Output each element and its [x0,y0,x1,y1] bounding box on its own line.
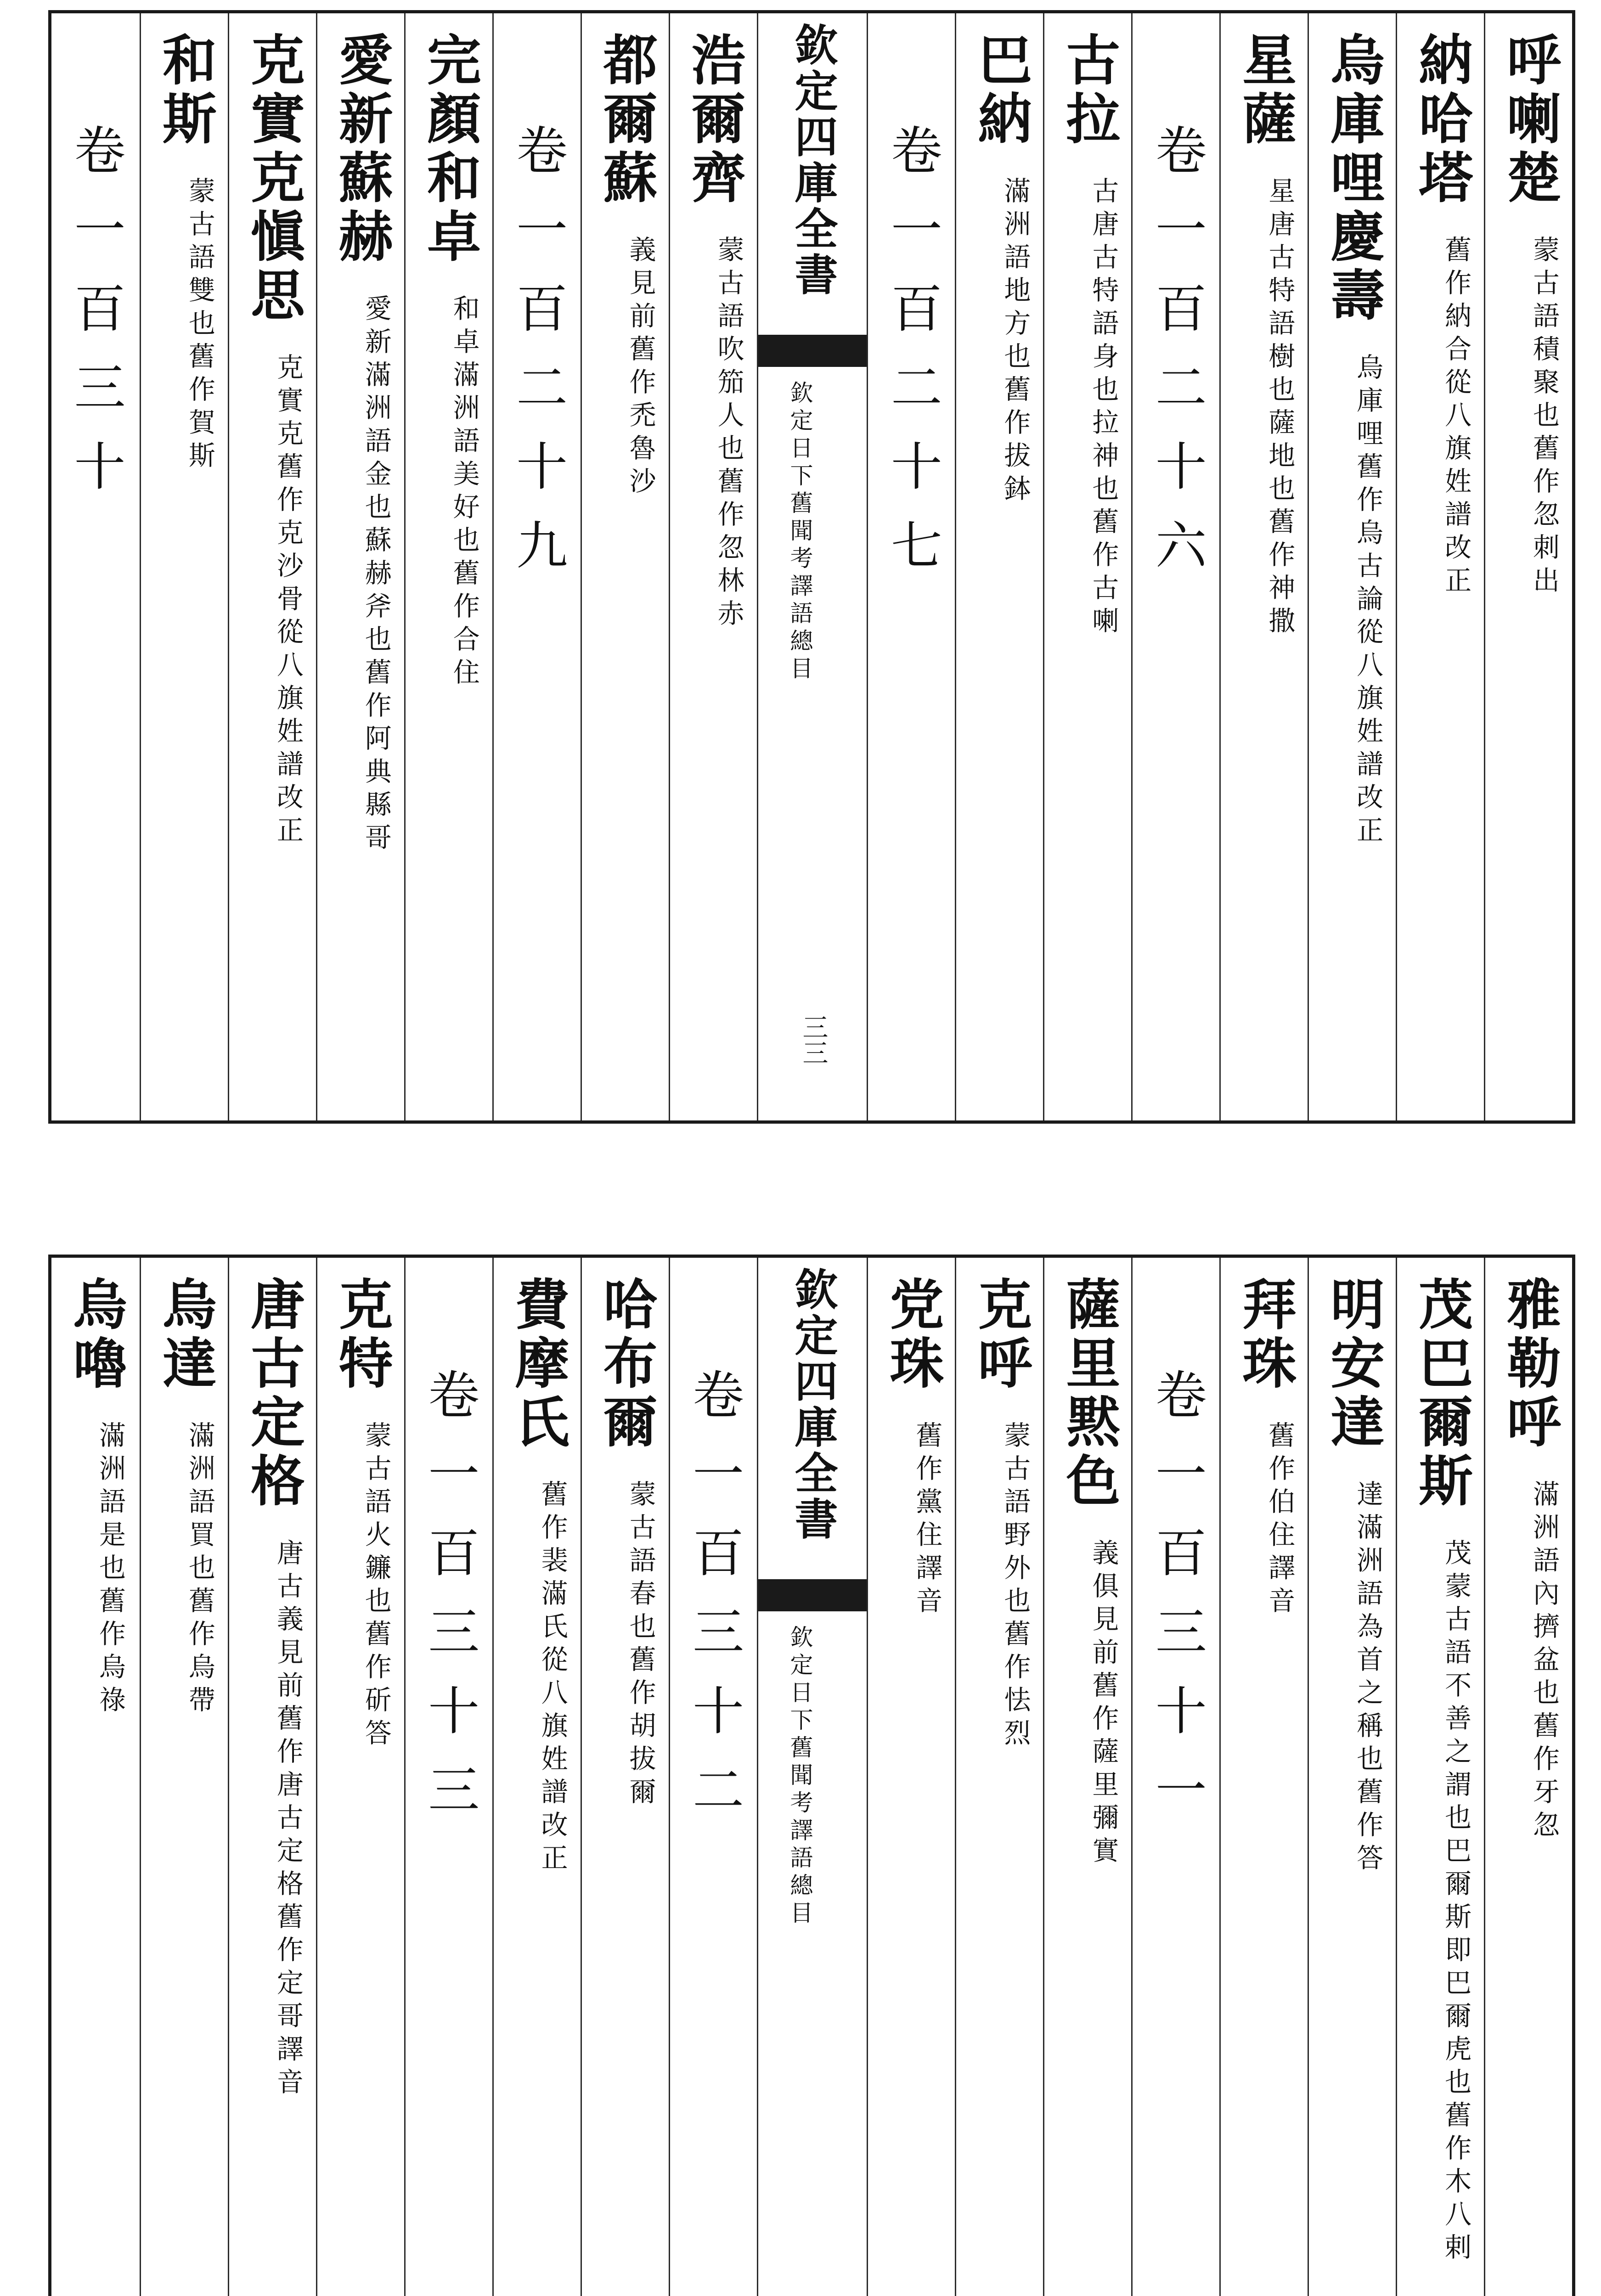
volume-heading-column [51,13,140,1120]
glossary-entry [1484,13,1572,1120]
glossary-entry [51,1258,140,2296]
glossary-entry [867,1258,955,2296]
glossary-entry [1308,13,1396,1120]
entry-annotation: 蒙古語火鐮也舊作斫答 [360,1421,392,1752]
collection-title: 欽定四庫全書 [787,23,838,298]
entry-annotation: 蒙古語吹笳人也舊作忽林赤 [713,236,744,632]
glossary-entry [955,13,1043,1120]
entry-annotation: 烏庫哩舊作烏古論從八旗姓譜改正 [1352,353,1384,849]
entry-annotation: 滿洲語地方也舊作拔鉢 [999,177,1031,507]
entry-annotation: 義見前舊作禿魯沙 [625,236,656,500]
entry-term: 納哈塔 [1409,32,1474,208]
entry-annotation: 茂蒙古語不善之謂也巴爾斯即巴爾虎也舊作木八剌 [1440,1539,1472,2266]
entry-term: 完顏和卓 [417,32,482,267]
glossary-entry [1484,1258,1572,2296]
entry-term: 薩里黙色 [1057,1276,1121,1511]
volume-heading: 卷一百二十六 [1147,124,1207,597]
entry-annotation: 舊作納合從八旗姓譜改正 [1440,236,1472,599]
entry-term: 唐古定格 [241,1276,305,1511]
entry-term: 巴納 [969,32,1033,149]
entry-term: 明安達 [1321,1276,1386,1452]
glossary-entry [316,1258,404,2296]
entry-annotation: 滿洲語內擠盆也舊作牙忽 [1528,1480,1560,1844]
entry-annotation: 愛新滿洲語金也蘇赫斧也舊作阿典縣哥 [360,294,392,856]
entry-term: 愛新蘇赫 [329,32,394,267]
bottom-page [48,1255,1575,2296]
fishtail-mark [758,335,867,367]
volume-heading: 卷一百三十二 [684,1368,744,1842]
glossary-entry [316,13,404,1120]
top-columns [51,13,1572,1120]
glossary-entry [669,13,757,1120]
glossary-entry [140,1258,228,2296]
entry-term: 費摩氏 [506,1276,570,1452]
collection-title: 欽定四庫全書 [787,1267,838,1542]
center-margin-column [757,1258,867,2296]
glossary-entry [581,1258,669,2296]
center-margin-column [757,13,867,1120]
entry-term: 克呼 [969,1276,1033,1394]
entry-term: 茂巴爾斯 [1409,1276,1474,1511]
entry-annotation: 義俱見前舊作薩里彌實 [1088,1539,1119,1869]
book-subtitle: 欽定日下舊聞考譯語總目 [786,1625,813,1928]
entry-term: 拜珠 [1233,1276,1297,1394]
glossary-entry [1396,13,1484,1120]
volume-heading: 卷一百三十三 [419,1368,479,1842]
entry-annotation: 和卓滿洲語美好也舊作合住 [448,294,480,691]
entry-annotation: 滿洲語買也舊作烏帶 [184,1421,215,1719]
volume-heading: 卷一百三十一 [1147,1368,1207,1842]
entry-annotation: 蒙古語雙也舊作賀斯 [184,177,215,474]
entry-term: 哈布爾 [594,1276,658,1452]
bottom-columns [51,1258,1572,2296]
volume-heading-column [867,13,955,1120]
entry-term: 烏庫哩慶壽 [1321,32,1386,326]
entry-annotation: 達滿洲語為首之稱也舊作答 [1352,1480,1384,1877]
entry-term: 雅勒呼 [1498,1276,1562,1452]
glossary-entry [228,1258,316,2296]
entry-annotation: 舊作裴滿氏從八旗姓譜改正 [536,1480,568,1877]
glossary-entry [1308,1258,1396,2296]
entry-annotation: 古唐古特語身也拉神也舊作古喇 [1088,177,1119,640]
volume-heading-column [1131,1258,1219,2296]
entry-annotation: 蒙古語野外也舊作怯烈 [999,1421,1031,1752]
top-page [48,10,1575,1124]
glossary-entry [1043,13,1131,1120]
glossary-entry [404,13,492,1120]
folio-number: 三三 [798,1014,829,1065]
glossary-entry [1219,13,1308,1120]
glossary-entry [228,13,316,1120]
entry-term: 古拉 [1057,32,1121,149]
glossary-entry [140,13,228,1120]
entry-annotation: 蒙古語春也舊作胡拔爾 [625,1480,656,1811]
glossary-entry [1219,1258,1308,2296]
volume-heading-column [1131,13,1219,1120]
entry-term: 浩爾齊 [682,32,746,208]
entry-term: 克特 [329,1276,394,1394]
glossary-entry [1396,1258,1484,2296]
entry-annotation: 舊作伯住譯音 [1264,1421,1296,1620]
book-subtitle: 欽定日下舊聞考譯語總目 [786,381,813,684]
entry-term: 呼喇楚 [1498,32,1562,208]
glossary-entry [492,1258,581,2296]
volume-heading-column [669,1258,757,2296]
entry-term: 烏嚕 [63,1276,128,1394]
volume-heading-column [492,13,581,1120]
entry-annotation: 唐古義見前舊作唐古定格舊作定哥譯音 [272,1539,304,2101]
glossary-entry [955,1258,1043,2296]
entry-term: 克實克愼思 [241,32,305,326]
glossary-entry [1043,1258,1131,2296]
volume-heading-column [404,1258,492,2296]
entry-term: 党珠 [880,1276,945,1394]
volume-heading: 卷一百三十 [65,124,125,518]
glossary-entry [581,13,669,1120]
entry-annotation: 滿洲語是也舊作烏祿 [94,1421,126,1719]
entry-term: 星薩 [1233,32,1297,149]
volume-heading: 卷一百二十七 [882,124,942,597]
entry-annotation: 克實克舊作克沙骨從八旗姓譜改正 [272,353,304,849]
entry-annotation: 舊作黨住譯音 [911,1421,943,1620]
entry-term: 和斯 [153,32,217,149]
entry-term: 都爾蘇 [594,32,658,208]
fishtail-mark [758,1579,867,1611]
entry-annotation: 星唐古特語樹也薩地也舊作神撒 [1264,177,1296,640]
volume-heading: 卷一百二十九 [507,124,568,597]
entry-term: 烏達 [153,1276,217,1394]
entry-annotation: 蒙古語積聚也舊作忽刺出 [1528,236,1560,599]
